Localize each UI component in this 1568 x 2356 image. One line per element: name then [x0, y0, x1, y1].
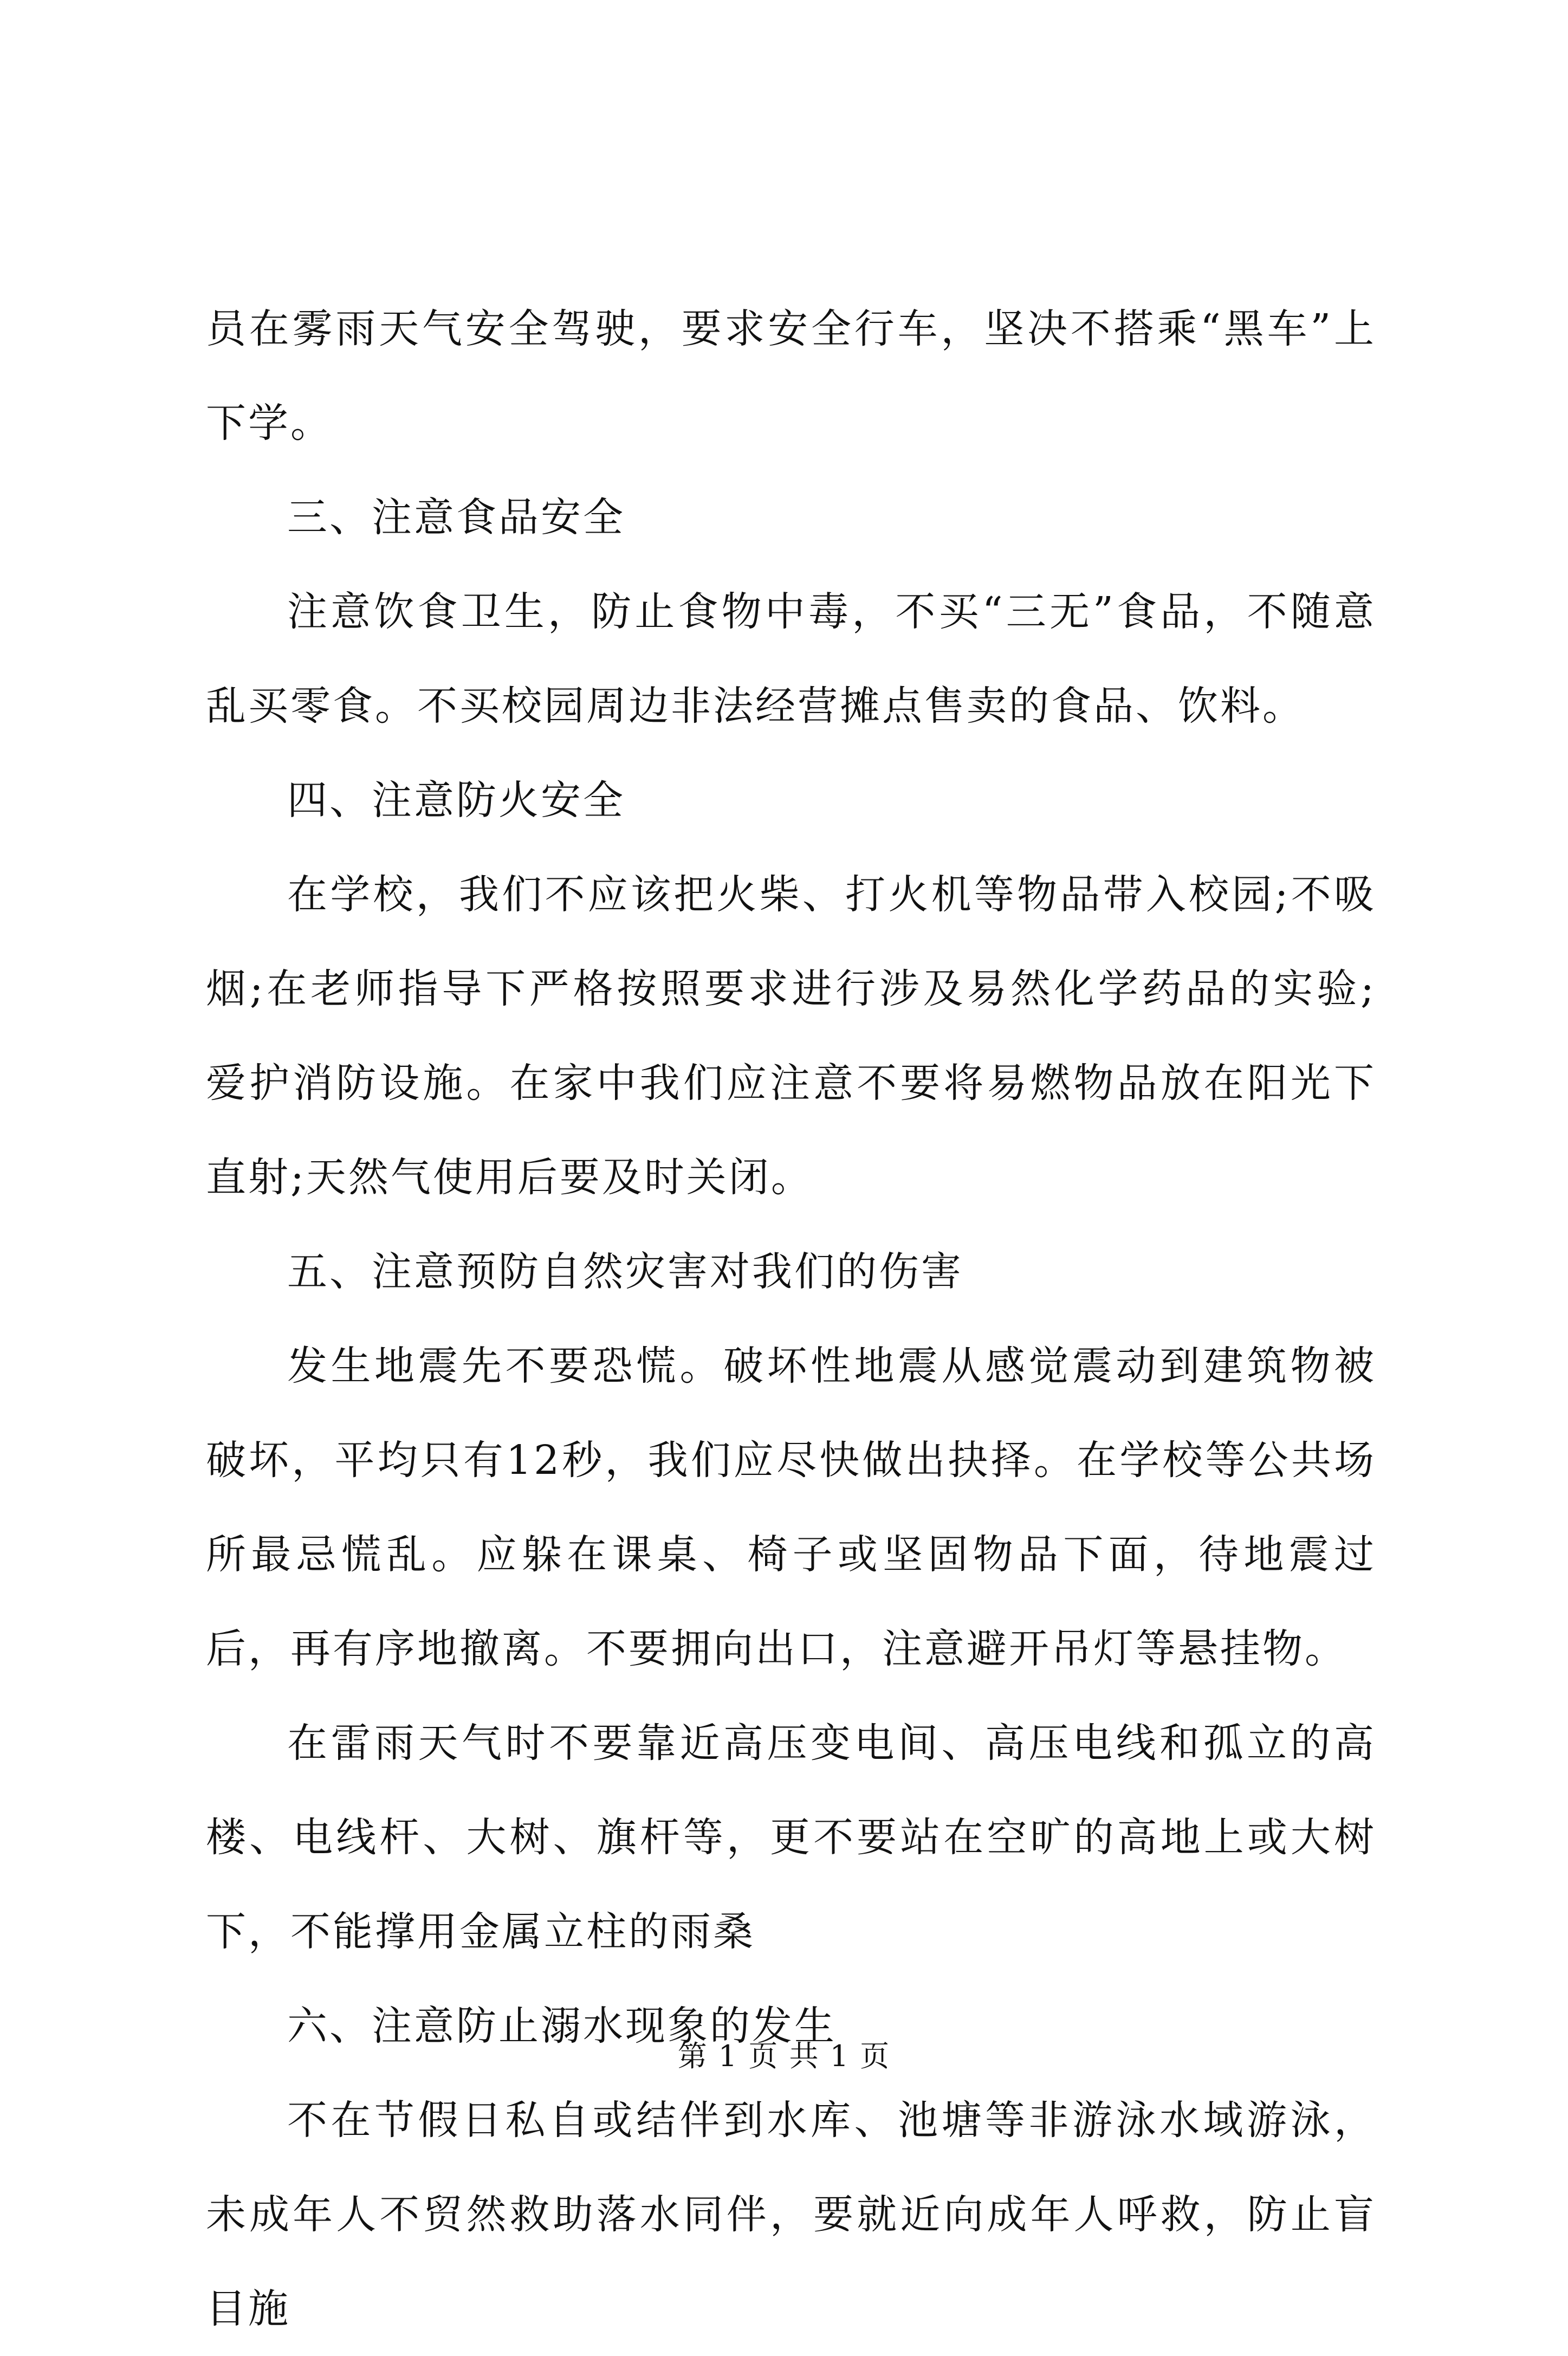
paragraph-continuation: 员在雾雨天气安全驾驶，要求安全行车，坚决不搭乘“黑车”上下学。	[206, 306, 1376, 446]
paragraph-thunderstorm: 在雷雨天气时不要靠近高压变电间、高压电线和孤立的高楼、电线杆、大树、旗杆等，更不要站在空旷的高地上或大树下，不能撑用金属立柱的雨桑	[206, 1720, 1376, 1955]
section-heading-food-safety: 三、注意食品安全	[287, 494, 625, 541]
paragraph-food-safety: 注意饮食卫生，防止食物中毒，不买“三无”食品，不随意乱买零食。不买校园周边非法经营摊点售卖的食品、饮料。	[206, 588, 1376, 729]
section-heading-natural-disaster: 五、注意预防自然灾害对我们的伤害	[287, 1248, 963, 1295]
paragraph-drowning: 不在节假日私自或结伴到水库、池塘等非游泳水域游泳，未成年人不贸然救助落水同伴，要就近向成年人呼救，防止盲目施	[206, 2097, 1376, 2332]
section-heading-fire-safety: 四、注意防火安全	[287, 777, 625, 824]
section-heading-drowning: 六、注意防止溺水现象的发生	[287, 2003, 837, 2049]
paragraph-earthquake: 发生地震先不要恐慌。破坏性地震从感觉震动到建筑物被破坏，平均只有12秒，我们应尽快做出抉择。在学校等公共场所最忌慌乱。应躲在课桌、椅子或坚固物品下面，待地震过后，再有序地撤离。不要拥向出口，注意避开吊灯等悬挂物。	[206, 1343, 1376, 1672]
page-footer: 第 1 页 共 1 页	[677, 2039, 891, 2073]
paragraph-fire-safety: 在学校，我们不应该把火柴、打火机等物品带入校园;不吸烟;在老师指导下严格按照要求进行涉及易然化学药品的实验;爱护消防设施。在家中我们应注意不要将易燃物品放在阳光下直射;天然气使用后要及时关闭。	[206, 871, 1376, 1201]
